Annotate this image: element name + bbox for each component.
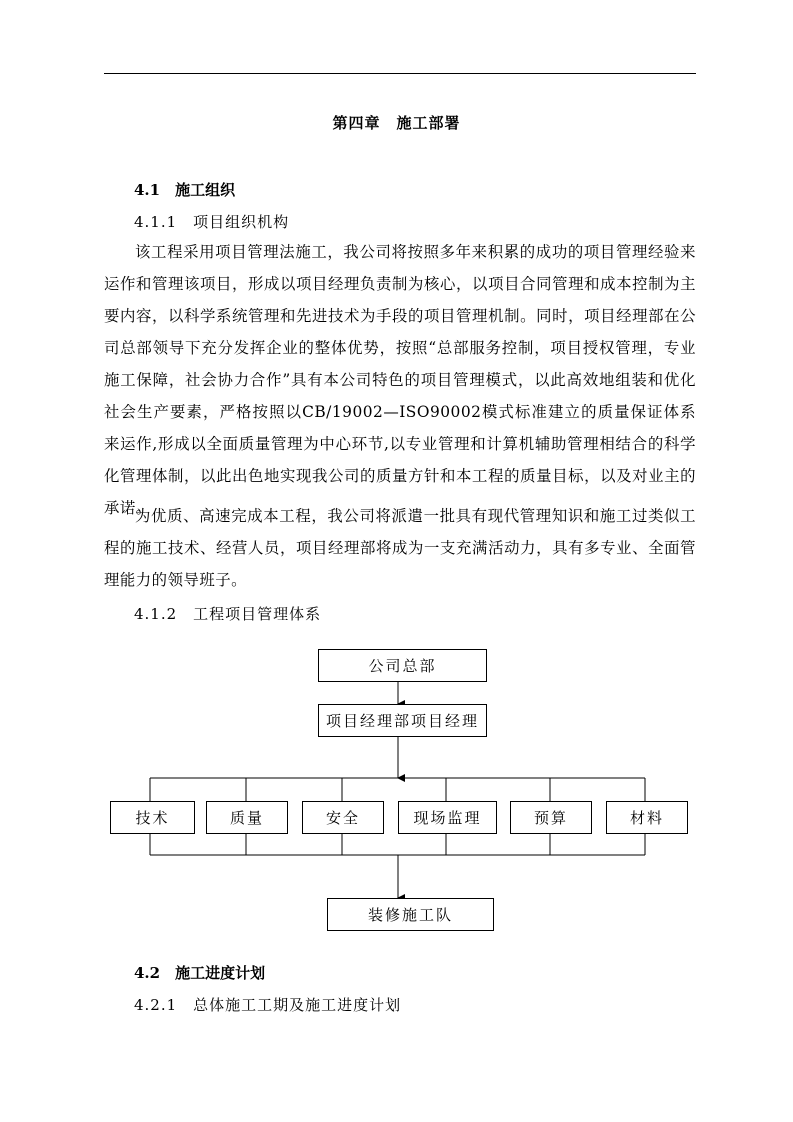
org-box-construction-team: 装修施工队: [327, 898, 494, 931]
paragraph-organization: 该工程采用项目管理法施工，我公司将按照多年来积累的成功的项目管理经验来运作和管理该项目，形成以项目经理负责制为核心，以项目合同管理和成本控制为主要内容，以科学系统管理和先进技术为手段的项目管理机制。同时，项目经理部在公司总部领导下充分发挥企业的整体优势，按照“总部服务控制，项目授权管理，专业施工保障，社会协力合作”具有本公司特色的项目管理模式，以此高效地组装和优化社会生产要素，严格按照以CB/19002—ISO90002模式标准建立的质量保证体系来运作,形成以全面质量管理为中心环节,以专业管理和计算机辅助管理相结合的科学化管理体制，以此出色地实现我公司的质量方针和本工程的质量目标，以及对业主的承诺。: [104, 243, 696, 517]
org-box-site-supervision: 现场监理: [398, 801, 497, 834]
chapter-title: 第四章 施工部署: [332, 114, 461, 132]
org-box-materials: 材料: [606, 801, 688, 834]
org-box-project-manager: 项目经理部项目经理: [318, 704, 487, 737]
paragraph-team: 为优质、高速完成本工程，我公司将派遣一批具有现代管理知识和施工过类似工程的施工技术、经营人员，项目经理部将成为一支充满活动力，具有多专业、全面管理能力的领导班子。: [104, 507, 696, 589]
org-box-budget: 预算: [510, 801, 592, 834]
org-box-headquarters: 公司总部: [318, 649, 487, 682]
org-box-technology: 技术: [110, 801, 195, 834]
subsection-heading-4-2-1: 4.2.1 总体施工工期及施工进度计划: [134, 996, 402, 1014]
section-heading-4-1: 4.1 施工组织: [134, 181, 236, 199]
subsection-heading-4-1-2: 4.1.2 工程项目管理体系: [134, 605, 322, 623]
org-box-quality: 质量: [206, 801, 288, 834]
section-heading-4-2: 4.2 施工进度计划: [134, 964, 266, 982]
org-box-safety: 安全: [302, 801, 384, 834]
subsection-heading-4-1-1: 4.1.1 项目组织机构: [134, 213, 290, 231]
